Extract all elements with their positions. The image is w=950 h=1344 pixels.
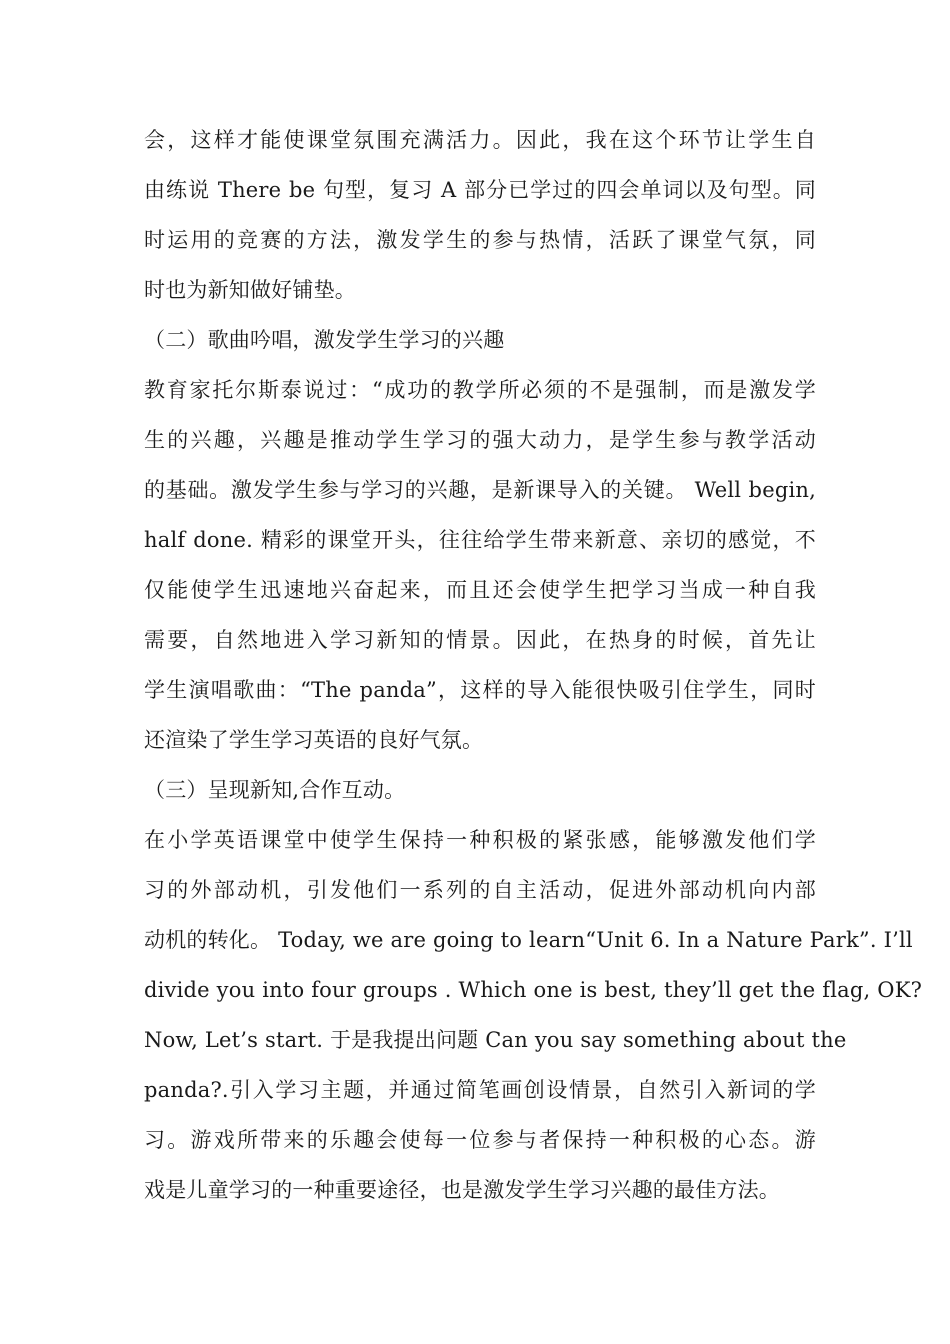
paragraph-line: 仅能使学生迅速地兴奋起来，而且还会使学生把学习当成一种自我 [144,578,816,602]
paragraph-line: half done. 精彩的课堂开头，往往给学生带来新意、亲切的感觉，不 [144,528,816,552]
paragraph-line: 需要，自然地进入学习新知的情景。因此，在热身的时候，首先让 [144,628,816,652]
paragraph-line: 时运用的竞赛的方法，激发学生的参与热情，活跃了课堂气氛，同 [144,228,816,252]
paragraph-line: 还渲染了学生学习英语的良好气氛。 [144,728,484,752]
paragraph-line: 戏是儿童学习的一种重要途径，也是激发学生学习兴趣的最佳方法。 [144,1178,780,1202]
paragraph-line: divide you into four groups . Which one is best, they’ll get the flag, OK? [144,978,923,1002]
paragraph-line: 学生演唱歌曲：“The panda”，这样的导入能很快吸引住学生，同时 [144,678,816,702]
section-heading-3: （三）呈现新知,合作互动。 [144,778,406,802]
paragraph-line: 习。游戏所带来的乐趣会使每一位参与者保持一种积极的心态。游 [144,1128,816,1152]
paragraph-line: 时也为新知做好铺垫。 [144,278,356,302]
paragraph-line: 的基础。激发学生参与学习的兴趣，是新课导入的关键。 Well begin, [144,478,816,502]
section-heading-2: （二）歌曲吟唱，激发学生学习的兴趣 [144,328,505,352]
paragraph-line: 会，这样才能使课堂氛围充满活力。因此，我在这个环节让学生自 [144,128,816,152]
paragraph-line: 由练说 There be 句型，复习 A 部分已学过的四会单词以及句型。同 [144,178,816,202]
paragraph-line: 动机的转化。 Today, we are going to learn“Unit 6. In a Nature Park”. I’ll [144,928,913,952]
paragraph-line: panda?.引入学习主题，并通过简笔画创设情景，自然引入新词的学 [144,1078,816,1102]
paragraph-line: Now, Let’s start. 于是我提出问题 Can you say something about the [144,1028,847,1052]
paragraph-line: 教育家托尔斯泰说过：“成功的教学所必须的不是强制，而是激发学 [144,378,816,402]
paragraph-line: 生的兴趣，兴趣是推动学生学习的强大动力，是学生参与教学活动 [144,428,816,452]
paragraph-line: 在小学英语课堂中使学生保持一种积极的紧张感，能够激发他们学 [144,828,816,852]
paragraph-line: 习的外部动机，引发他们一系列的自主活动，促进外部动机向内部 [144,878,816,902]
